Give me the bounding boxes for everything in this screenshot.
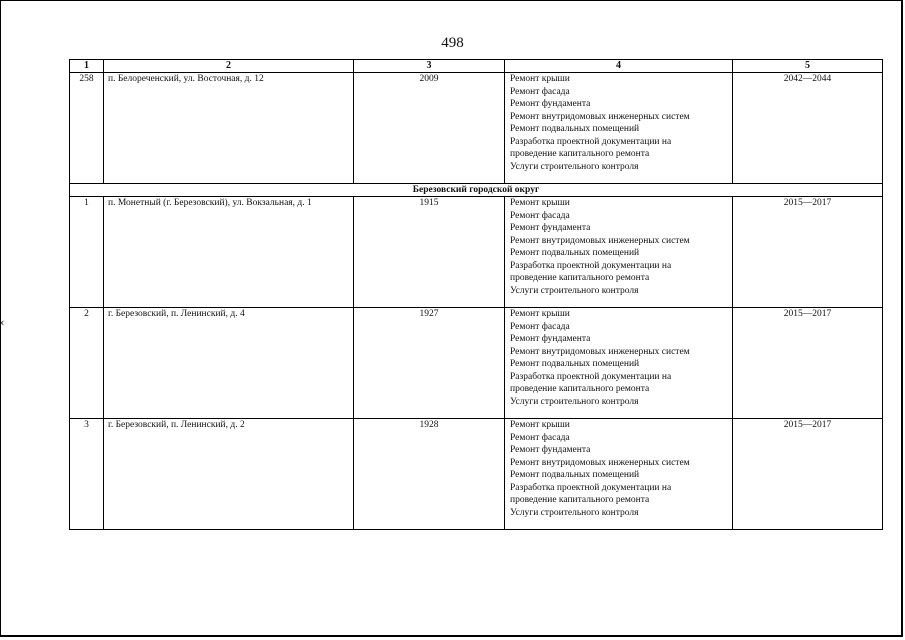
repair-schedule-table (69, 59, 883, 530)
address-cell: п. Белореченский, ул. Восточная, д. 12 (104, 73, 354, 184)
build-year-cell: 1915 (354, 197, 505, 308)
table-row (70, 197, 883, 308)
works-list (510, 308, 728, 408)
work-item: Услуги строительного контроля (510, 396, 639, 407)
work-item: Ремонт подвальных помещений (510, 359, 640, 369)
scan-edge-mark: ‹ (0, 316, 5, 329)
work-item: Ремонт внутридомовых инженерных систем (510, 111, 690, 122)
repair-period-cell: 2042—2044 (733, 73, 883, 184)
work-item: Ремонт внутридомовых инженерных систем (510, 457, 690, 468)
section-row (70, 184, 883, 197)
work-item: Ремонт подвальных помещений (510, 124, 640, 134)
row-number-cell: 2 (70, 308, 104, 419)
address-cell: г. Березовский, п. Ленинский, д. 4 (104, 308, 354, 419)
works-cell (505, 419, 733, 530)
works-list (510, 73, 728, 173)
works-cell (505, 308, 733, 419)
work-item: Услуги строительного контроля (510, 507, 639, 518)
column-header: 5 (733, 60, 883, 73)
column-header: 2 (104, 60, 354, 73)
work-item: проведение капитального ремонта (510, 273, 650, 283)
column-number-row (70, 60, 883, 73)
work-item: проведение капитального ремонта (510, 495, 650, 505)
works-list (510, 419, 728, 519)
address-cell: п. Монетный (г. Березовский), ул. Вокзальная, д. 1 (104, 197, 354, 308)
work-item: Ремонт внутридомовых инженерных систем (510, 235, 690, 246)
work-item: проведение капитального ремонта (510, 149, 650, 159)
work-item: Ремонт подвальных помещений (510, 248, 640, 258)
column-header: 1 (70, 60, 104, 73)
work-item: Разработка проектной документации на (510, 371, 672, 382)
work-item: Ремонт фундамента (510, 445, 591, 455)
table-row (70, 419, 883, 530)
table-body (70, 73, 883, 530)
work-item: Разработка проектной документации на (510, 482, 672, 493)
work-item: Услуги строительного контроля (510, 161, 639, 172)
work-item: Ремонт фундамента (510, 223, 591, 233)
work-item: Услуги строительного контроля (510, 285, 639, 296)
repair-period-cell: 2015—2017 (733, 419, 883, 530)
works-list (510, 197, 728, 297)
work-item: Ремонт фундамента (510, 334, 591, 344)
work-item: проведение капитального ремонта (510, 384, 650, 394)
build-year-cell: 1928 (354, 419, 505, 530)
repair-period-cell: 2015—2017 (733, 197, 883, 308)
work-item: Разработка проектной документации на (510, 136, 672, 147)
build-year-cell: 1927 (354, 308, 505, 419)
repair-period-cell: 2015—2017 (733, 308, 883, 419)
work-item: Ремонт фасада (510, 86, 570, 97)
work-item: Ремонт крыши (510, 198, 570, 208)
work-item: Ремонт фундамента (510, 99, 591, 109)
column-header: 4 (505, 60, 733, 73)
address-cell: г. Березовский, п. Ленинский, д. 2 (104, 419, 354, 530)
work-item: Разработка проектной документации на (510, 260, 672, 271)
section-title: Березовский городской округ (70, 184, 883, 197)
page-number: 498 (441, 35, 464, 51)
work-item: Ремонт фасада (510, 432, 570, 443)
work-item: Ремонт фасада (510, 321, 570, 332)
work-item: Ремонт крыши (510, 420, 570, 430)
work-item: Ремонт крыши (510, 74, 570, 84)
row-number-cell: 258 (70, 73, 104, 184)
table-row (70, 73, 883, 184)
works-cell (505, 73, 733, 184)
work-item: Ремонт фасада (510, 210, 570, 221)
table-row (70, 308, 883, 419)
work-item: Ремонт крыши (510, 309, 570, 319)
works-cell (505, 197, 733, 308)
work-item: Ремонт внутридомовых инженерных систем (510, 346, 690, 357)
work-item: Ремонт подвальных помещений (510, 470, 640, 480)
build-year-cell: 2009 (354, 73, 505, 184)
row-number-cell: 1 (70, 197, 104, 308)
column-header: 3 (354, 60, 505, 73)
row-number-cell: 3 (70, 419, 104, 530)
